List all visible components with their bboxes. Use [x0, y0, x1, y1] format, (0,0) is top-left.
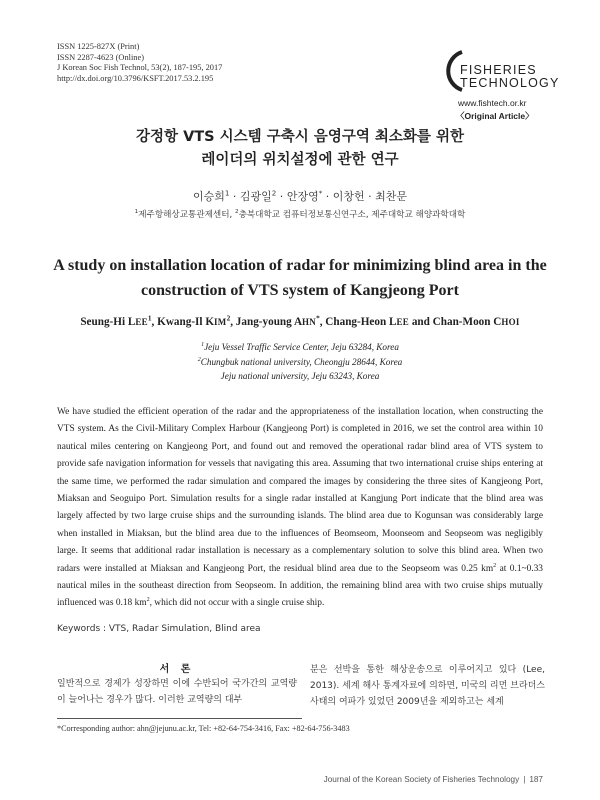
logo-line-fisheries: FISHERIES [460, 63, 537, 77]
affil-sup: 2 [235, 209, 239, 216]
page-footer [300, 775, 543, 784]
author-sup: 1 [224, 188, 230, 198]
doi-link[interactable]: http://dx.doi.org/10.3796/KSFT.2017.53.2.195 [57, 73, 214, 83]
korean-title-line-2: 레이더의 위치설정에 관한 연구 [201, 152, 399, 168]
english-title [0, 253, 600, 303]
korean-affiliations [0, 208, 600, 220]
korean-affil-2: 충북대학교 컴퓨터정보통신연구소, 제주대학교 해양과학대학 [238, 210, 466, 220]
korean-affil-1: 제주항해상교통관제센터, [138, 210, 235, 220]
korean-author: 김광일 [239, 190, 272, 203]
abstract: We have studied the efficient operation of the radar and the appropriateness of the installation location, when constructing the VTS system. As the Civil-Military Complex Harbour (Kangjeong Port) is completed in 2016, we set the control area within 10 nautical miles centering on Kangjeong Port, and found out and removed the operational radar blind area of VTS system to provide safe navigation information for vessels that navigating this area. Assuming that two international cruise ships entering at the same time, we performed the radar simulation and compared the images by considering the three sites of Kangjeong Port, Miaksan and Seoguipo Port. Simulation results for a single radar installed at Kangjung Port indicate that the blind area was largely affected by two large cruise ships and the surrounding islands. The blind area due to Kogunsan was considerably large when installed in Miaksan, but the blind area due to the influences of Beomseom, Moonseom and Seopseom was negligibly large. It seems that additional radar installation is necessary as a complementary solution to solve this blind area. When two radars were installed at Miaksan and Kangjeong Port, the residual blind area due to the Seopseom was 0.25 $km^2$ at 0.1~0.33 nautical miles in the southeast direction from Seopseom. In addition, the remaining blind area with two cruise ships mutually influenced was 0.18 $km^2$, which did not occur with a single cruise ship. [57, 407, 543, 609]
footer-journal-name: Journal of the Korean Society of Fisheries Technology [323, 775, 520, 784]
article-metadata [57, 42, 222, 84]
issn-print: ISSN 1225-827X (Print) [57, 42, 140, 51]
korean-authors [0, 188, 600, 204]
author-separator: · [276, 190, 287, 203]
logo-line-technology: TECHNOLOGY [460, 76, 560, 90]
author-separator: · [229, 190, 240, 203]
corresponding-author-note: *Corresponding author: ahn@jejunu.ac.kr, Tel: +82-64-754-3416, Fax: +82-64-756-3483 [57, 724, 350, 733]
korean-author: 안장영 [286, 190, 319, 203]
korean-title-line-1: 강정항 VTS 시스템 구축시 음영구역 최소화를 위한 [136, 129, 464, 145]
english-affil-1: $^1$Jeju Vessel Traffic Service Center, Jeju 63284, Korea [201, 341, 399, 352]
english-author: Chang-Heon LEE and [325, 316, 433, 328]
korean-author: 이승희 [192, 190, 225, 203]
english-affil-3: Jeju national university, Jeju 63243, Korea [220, 371, 380, 381]
author-sup: 2 [271, 188, 277, 198]
english-author: Jang-young AHN*, [235, 314, 326, 328]
keywords: Keywords : VTS, Radar Simulation, Blind area [57, 624, 261, 634]
korean-author: 이창헌 [332, 190, 365, 203]
journal-url[interactable]: www.fishtech.or.kr [458, 98, 527, 108]
english-authors [0, 316, 600, 328]
author-separator: · [364, 190, 376, 203]
intro-right-column: 분은 선박을 통한 해상운송으로 이루어지고 있다 (Lee, 2013). 세계 해사 통계자료에 의하면, 미국의 리먼 브라더스 사태의 여파가 있었던 2009년을 제외하고는 세계 [310, 665, 545, 707]
english-author: Seung-Hi LEE$^1$, [80, 314, 158, 328]
english-author: Kwang-Il KIM$^2$, [157, 314, 236, 328]
footer-separator: | [523, 775, 526, 784]
author-separator: · [322, 190, 333, 203]
page-number: 187 [529, 775, 543, 784]
english-affil-2: $^2$Chungbuk national university, Cheongju 28644, Korea [197, 356, 403, 367]
intro-left-column: 일반적으로 경제가 성장하면 이에 수반되어 국가간의 교역량이 늘어나는 경우가 많다. 이러한 교역량의 대부 [57, 679, 297, 705]
article-type-tag: 〈Original Article〉 [456, 111, 534, 121]
affil-sup: 1 [134, 209, 139, 216]
logo-wordmark [460, 64, 560, 90]
english-affiliations [0, 340, 600, 384]
korean-author: 최찬문 [375, 190, 408, 203]
english-author: Chan-Moon CHOI [432, 316, 520, 328]
footnote-divider [57, 718, 302, 719]
english-title-line-2: construction of VTS system of Kangjeong Port [141, 282, 459, 299]
issn-online: ISSN 2287-4623 (Online) [57, 52, 145, 62]
english-title-line-1: A study on installation location of radar for minimizing blind area in the [53, 257, 547, 274]
section-heading-introduction: 서 론 [159, 664, 195, 675]
journal-logo [438, 48, 560, 128]
journal-citation: J Korean Soc Fish Technol, 53(2), 187-195, 2017 [57, 63, 223, 73]
korean-title [0, 126, 600, 172]
author-sup: * [318, 188, 323, 198]
